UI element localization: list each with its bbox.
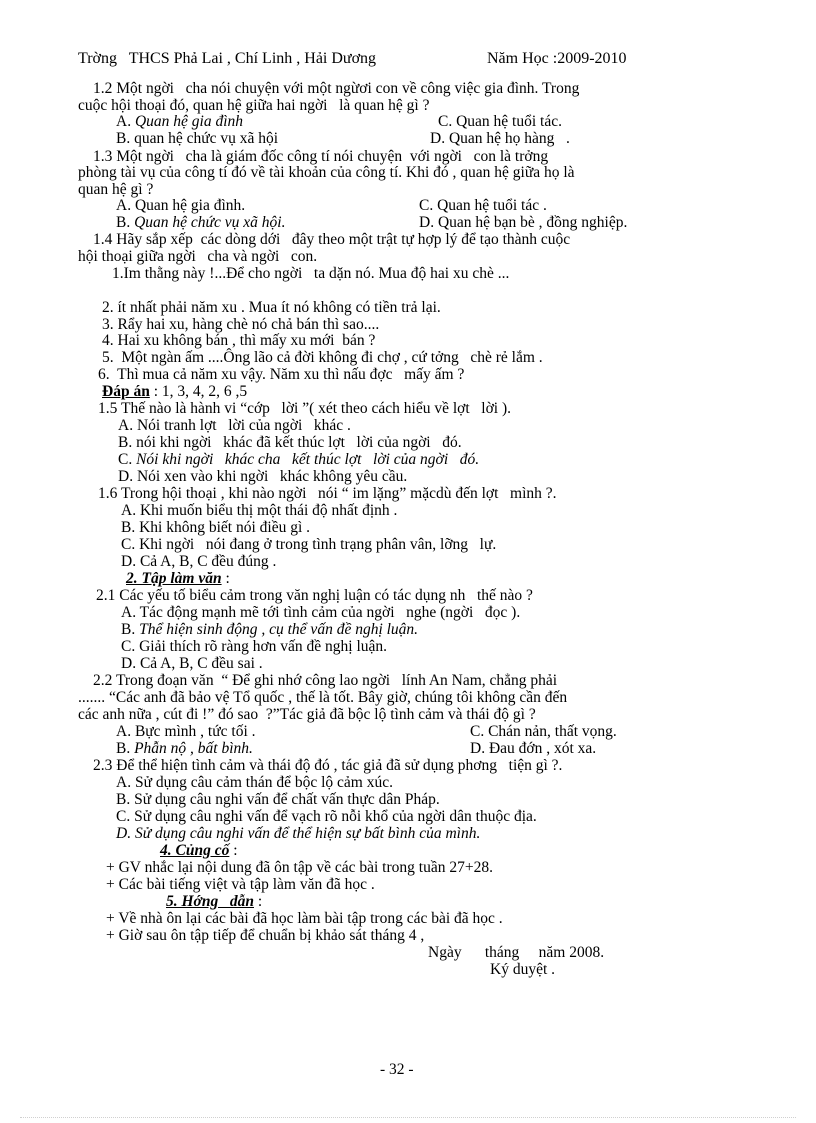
q2-2-line3: các anh nữa , cút đi !” đó sao ?”Tác giả đã bộc lộ tình cảm và thái độ gì ? [78,706,536,723]
section-4-item-1: + GV nhắc lại nội dung đã ôn tập về các bài trong tuần 27+28. [106,859,493,876]
q1-2-line1: 1.2 Một ngời cha nói chuyện với một ngừơi con về công việc gia đình. Trong [93,80,580,97]
q1-5-option-d: D. Nói xen vào khi ngời khác không yêu cầu. [118,468,408,485]
q1-4-line2: hội thoại giữa ngời cha và ngời con. [78,248,318,265]
q2-2-line1: 2.2 Trong đoạn văn “ Để ghi nhớ công lao ngời lính An Nam, chẳng phải [93,672,558,689]
header-year: Năm Học :2009-2010 [487,50,627,67]
q1-2-option-b: B. quan hệ chức vụ xã hội [116,130,279,147]
q1-2-option-d: D. Quan hệ họ hàng . [430,130,570,147]
q1-3-option-a: A. Quan hệ gia đình. [116,197,246,214]
q1-3-option-b: B. Quan hệ chức vụ xã hội. [116,214,286,231]
page-number: - 32 - [380,1061,414,1078]
q1-4-item-6: 6. Thì mua cả năm xu vậy. Năm xu thì nấu đợc mấy ấm ? [98,366,465,383]
header-school: Trờng THCS Phả Lai , Chí Linh , Hải Dương [78,50,377,67]
q2-2-option-a: A. Bực mình , tức tối . [116,723,256,740]
q1-6-option-c: C. Khi ngời nói đang ở trong tình trạng phân vân, lỡng lự. [121,536,497,553]
q1-3-line3: quan hệ gì ? [78,181,154,198]
q1-4-item-2: 2. ít nhất phải năm xu . Mua ít nó không có tiền trả lại. [102,299,441,316]
section-4-item-2: + Các bài tiếng việt và tập làm văn đã học . [106,876,375,893]
q2-2-option-b: B. Phẫn nộ , bất bình. [116,740,253,757]
q2-3-stem: 2.3 Để thể hiện tình cảm và thái độ đó , tác giả đã sử dụng phơng tiện gì ?. [93,757,563,774]
q2-1-option-d: D. Cả A, B, C đều sai . [121,655,263,672]
q2-1-option-b: B. Thể hiện sinh động , cụ thể vấn đề nghị luận. [121,621,419,638]
q2-1-option-a: A. Tác động mạnh mẽ tới tình cảm của ngời nghe (ngời đọc ). [121,604,521,621]
section-2-heading: 2. Tập làm văn : [126,570,230,587]
q1-5-stem: 1.5 Thế nào là hành vi “cớp lời ”( xét theo cách hiểu về lợt lời ). [98,400,511,417]
q2-2-option-d: D. Đau đớn , xót xa. [470,740,597,757]
q1-6-option-a: A. Khi muốn biểu thị một thái độ nhất định . [121,502,398,519]
q1-3-option-d: D. Quan hệ bạn bè , đồng nghiệp. [419,214,628,231]
q2-1-option-c: C. Giải thích rõ ràng hơn vấn đề nghị luận. [121,638,388,655]
q1-5-option-c: C. Nói khi ngời khác cha kết thúc lợt lời của ngời đó. [118,451,480,468]
q2-3-option-d: D. Sử dụng câu nghi vấn để thể hiện sự bất bình của mình. [116,825,481,842]
section-5-heading: 5. Hớng dẫn : [166,893,263,910]
q2-3-option-b: B. Sử dụng câu nghi vấn để chất vấn thực dân Pháp. [116,791,440,808]
section-4-heading: 4. Củng cố : [160,842,238,859]
q1-2-line2: cuộc hội thoại đó, quan hệ giữa hai ngời là quan hệ gì ? [78,97,430,114]
section-5-item-1: + Về nhà ôn lại các bài đã học làm bài tập trong các bài đã học . [106,910,503,927]
q1-4-item-3: 3. Rẩy hai xu, hàng chè nó chả bán thì sao.... [102,316,380,333]
q1-3-line2: phòng tài vụ của công tí đó về tài khoản của công tí. Khi đó , quan hệ giữa họ là [78,164,575,181]
q2-2-line2: ....... “Các anh đã bảo vệ Tổ quốc , thế là tốt. Bây giờ, chúng tôi không cần đến [78,689,568,706]
q2-2-option-c: C. Chán nản, thất vọng. [470,723,617,740]
q1-4-item-1: 1.Im thằng này !...Để cho ngời ta dặn nó. Mua độ hai xu chè ... [112,265,510,282]
q1-2-option-a: A. Quan hệ gia đình [116,113,244,130]
answer-key: Đáp án : 1, 3, 4, 2, 6 ,5 [102,383,248,400]
q1-6-option-b: B. Khi không biết nói điều gì . [121,519,311,536]
signature-date: Ngày tháng năm 2008. [428,944,605,961]
q1-5-option-b: B. nói khi ngời khác đã kết thúc lợt lời của ngời đó. [118,434,462,451]
q1-6-option-d: D. Cả A, B, C đều đúng . [121,553,277,570]
q1-5-option-a: A. Nói tranh lợt lời của ngời khác . [118,417,351,434]
q2-3-option-c: C. Sử dụng câu nghi vấn để vạch rõ nỗi khổ của ngời dân thuộc địa. [116,808,537,825]
page-bottom-divider [20,1117,796,1118]
q1-3-line1: 1.3 Một ngời cha là giám đốc công tí nói chuyện với ngời con là trởng [93,148,549,165]
q2-3-option-a: A. Sử dụng câu cảm thán để bộc lộ cảm xúc. [116,774,393,791]
q1-4-line1: 1.4 Hãy sắp xếp các dòng dới đây theo một trật tự hợp lý để tạo thành cuộc [93,231,571,248]
section-5-item-2: + Giờ sau ôn tập tiếp để chuẩn bị khảo sát tháng 4 , [106,927,425,944]
q1-4-item-4: 4. Hai xu không bán , thì mấy xu mới bán ? [102,332,376,349]
signature-label: Ký duyệt . [490,961,556,978]
q1-4-item-5: 5. Một ngàn ấm ....Ông lão cả đời không đi chợ , cứ tởng chè rẻ lắm . [102,349,543,366]
q1-3-option-c: C. Quan hệ tuổi tác . [419,197,547,214]
q1-2-option-c: C. Quan hệ tuổi tác. [438,113,562,130]
q1-6-stem: 1.6 Trong hội thoại , khi nào ngời nói “ im lặng” mặcdù đến lợt mình ?. [98,485,557,502]
q2-1-stem: 2.1 Các yếu tố biểu cảm trong văn nghị luận có tác dụng nh thế nào ? [96,587,533,604]
